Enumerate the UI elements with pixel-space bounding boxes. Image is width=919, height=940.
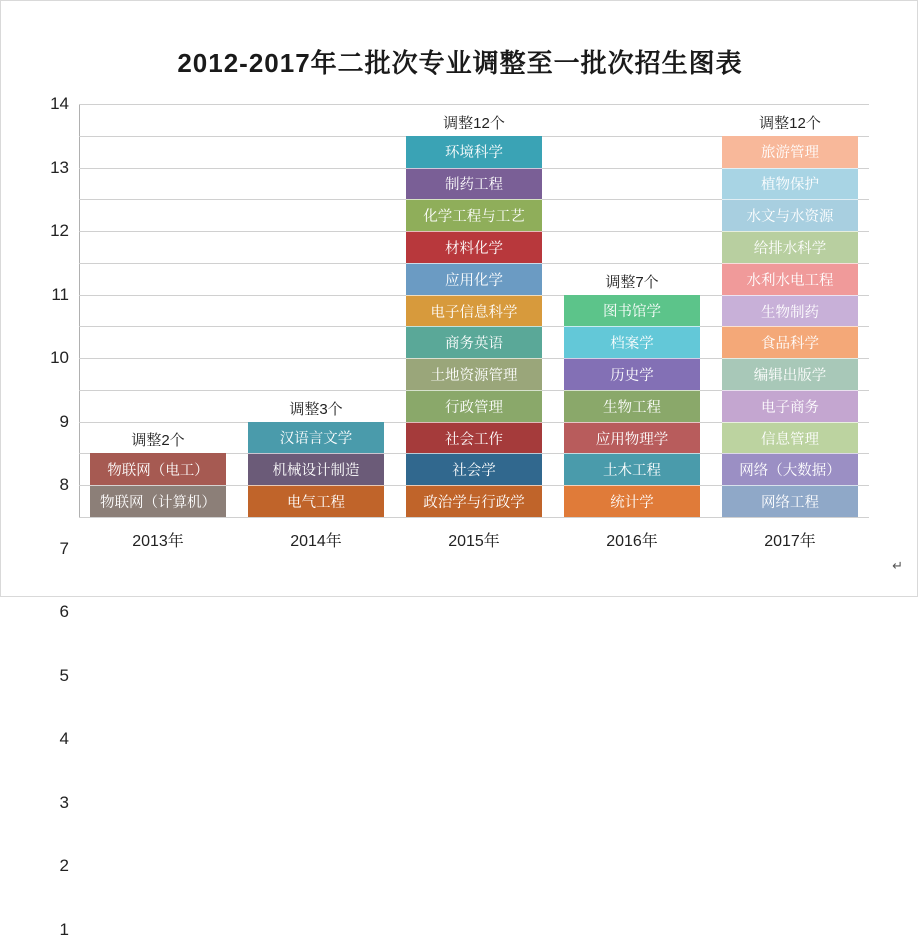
y-axis-tick-label: 3 <box>59 792 69 812</box>
bar-annotation: 调整12个 <box>443 114 505 132</box>
bar-segment[interactable]: 商务英语 <box>406 326 542 358</box>
x-axis-category-label: 2015年 <box>448 533 500 550</box>
bar-column[interactable] <box>406 136 542 517</box>
bar-annotation: 调整2个 <box>131 432 185 450</box>
bar-segment[interactable]: 网络（大数据） <box>722 453 858 485</box>
x-axis-category-label: 2016年 <box>606 533 658 550</box>
y-axis-tick-label: 10 <box>50 348 69 368</box>
y-axis-tick-label: 11 <box>51 284 69 304</box>
bar-segment[interactable]: 水文与水资源 <box>722 199 858 231</box>
bar-segment[interactable]: 应用物理学 <box>564 422 700 454</box>
bar-segment[interactable]: 材料化学 <box>406 231 542 263</box>
y-axis-tick-label: 8 <box>59 475 69 495</box>
y-axis-tick-label: 2 <box>59 856 69 876</box>
bar-column[interactable] <box>564 295 700 517</box>
bar-segment[interactable]: 给排水科学 <box>722 231 858 263</box>
bar-column[interactable] <box>722 136 858 517</box>
bar-segment[interactable]: 物联网（计算机） <box>90 485 226 517</box>
y-axis-tick-label: 7 <box>59 538 69 558</box>
gridline <box>50 94 869 113</box>
bar-segment[interactable]: 政治学与行政学 <box>406 485 542 517</box>
bar-segment[interactable]: 环境科学 <box>406 136 542 168</box>
x-axis-category-label: 2013年 <box>132 533 184 550</box>
bar-segment[interactable]: 电子信息科学 <box>406 295 542 327</box>
y-axis-tick-label: 14 <box>50 94 69 113</box>
bar-segment[interactable]: 植物保护 <box>722 168 858 200</box>
y-axis-tick-label: 13 <box>50 157 69 177</box>
bar-segment[interactable]: 旅游管理 <box>722 136 858 168</box>
bar-annotation: 调整7个 <box>605 273 659 291</box>
bar-segment[interactable]: 汉语言文学 <box>248 422 384 454</box>
y-axis-tick-label: 9 <box>59 411 69 431</box>
bar-segment[interactable]: 行政管理 <box>406 390 542 422</box>
bar-segment[interactable]: 历史学 <box>564 358 700 390</box>
x-axis-category-label: 2014年 <box>290 533 342 550</box>
y-axis-tick-label: 4 <box>59 729 69 749</box>
bar-segment[interactable]: 网络工程 <box>722 485 858 517</box>
bar-segment[interactable]: 统计学 <box>564 485 700 517</box>
x-axis-category-label: 2017年 <box>764 533 816 550</box>
y-axis-tick-label: 12 <box>50 221 69 241</box>
bar-segment[interactable]: 电子商务 <box>722 390 858 422</box>
bar-segment[interactable]: 电气工程 <box>248 485 384 517</box>
bar-annotation: 调整12个 <box>759 114 821 132</box>
bar-segment[interactable]: 图书馆学 <box>564 295 700 327</box>
bar-annotation: 调整3个 <box>289 400 343 418</box>
bar-segment[interactable]: 物联网（电工） <box>90 453 226 485</box>
bar-segment[interactable]: 化学工程与工艺 <box>406 199 542 231</box>
bar-segment[interactable]: 制药工程 <box>406 168 542 200</box>
bar-segment[interactable]: 档案学 <box>564 326 700 358</box>
y-axis-tick-label: 1 <box>59 920 69 939</box>
bar-segment[interactable]: 机械设计制造 <box>248 453 384 485</box>
bar-column[interactable] <box>248 422 384 517</box>
bar-segment[interactable]: 信息管理 <box>722 422 858 454</box>
bar-segment[interactable]: 土地资源管理 <box>406 358 542 390</box>
bar-segment[interactable]: 生物工程 <box>564 390 700 422</box>
bar-segment[interactable]: 食品科学 <box>722 326 858 358</box>
bar-segment[interactable]: 应用化学 <box>406 263 542 295</box>
bar-segment[interactable]: 编辑出版学 <box>722 358 858 390</box>
y-axis-tick-label: 5 <box>59 665 69 685</box>
bar-segment[interactable]: 水利水电工程 <box>722 263 858 295</box>
y-axis-tick-label: 6 <box>59 602 69 622</box>
paragraph-mark: ↵ <box>892 558 903 573</box>
bar-segment[interactable]: 生物制药 <box>722 295 858 327</box>
page-title: 2012-2017年二批次专业调整至一批次招生图表 <box>177 48 743 78</box>
bar-segment[interactable]: 土木工程 <box>564 453 700 485</box>
bar-column[interactable] <box>90 453 226 517</box>
bar-segment[interactable]: 社会学 <box>406 453 542 485</box>
bar-segment[interactable]: 社会工作 <box>406 422 542 454</box>
